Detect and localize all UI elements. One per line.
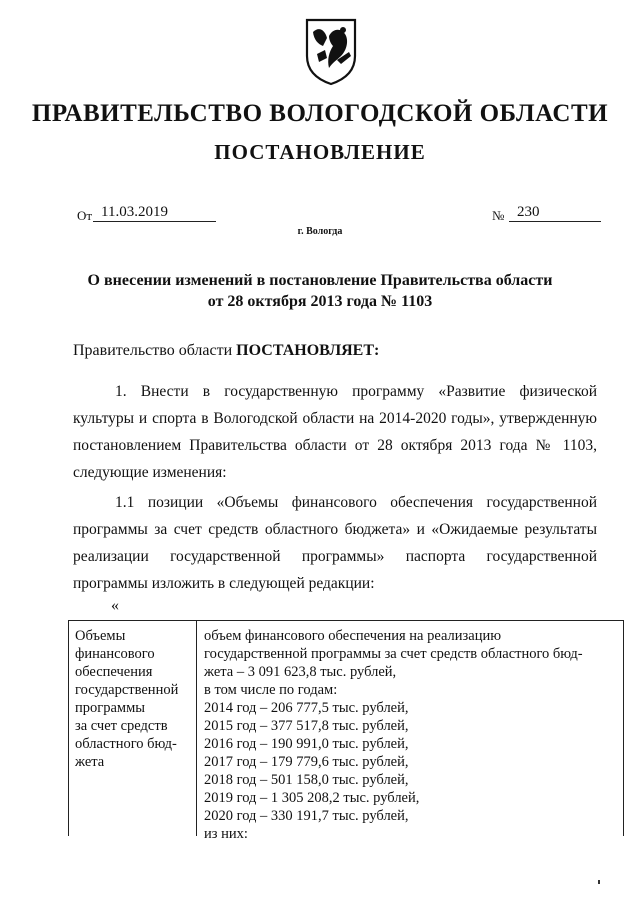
- date-value: 11.03.2019: [93, 204, 216, 222]
- opening-quote-mark: «: [111, 597, 119, 614]
- table-label-line: за счет средств: [75, 718, 168, 734]
- table-label-line: областного бюд-: [75, 736, 177, 752]
- preamble-decree: ПОСТАНОВЛЯЕТ:: [236, 342, 380, 359]
- table-value-line: государственной программы за счет средств областного бюд-: [204, 646, 583, 662]
- city-label: г. Вологда: [297, 226, 343, 237]
- date-label: От: [77, 208, 93, 223]
- table-value-line: 2019 год – 1 305 208,2 тыс. рублей,: [204, 790, 420, 806]
- coat-of-arms-emblem: [303, 16, 359, 86]
- table-label-line: программы: [75, 700, 145, 716]
- paragraph-1-text: 1. Внести в государственную программу «Развитие физической культуры и спорта в Вологодской области на 2014-2020 годы», утвержденную постановлением Правительства области от 28 октября 2013 года № 1103, следующие изменения:: [73, 383, 597, 481]
- preamble-text: Правительство области: [73, 342, 237, 359]
- paragraph-1: [73, 378, 597, 486]
- preamble: [73, 342, 379, 360]
- government-title: ПРАВИТЕЛЬСТВО ВОЛОГОДСКОЙ ОБЛАСТИ: [31, 100, 609, 127]
- table-value-line: 2015 год – 377 517,8 тыс. рублей,: [204, 718, 409, 734]
- table-value-line: 2018 год – 501 158,0 тыс. рублей,: [204, 772, 409, 788]
- table-value-line: в том числе по годам:: [204, 682, 338, 698]
- subject-line-1: О внесении изменений в постановление Правительства области: [87, 272, 553, 289]
- table-value-line: 2020 год – 330 191,7 тыс. рублей,: [204, 808, 409, 824]
- table-value-text: [197, 621, 623, 843]
- table-value-line: 2016 год – 190 991,0 тыс. рублей,: [204, 736, 409, 752]
- table-label-line: жета: [75, 754, 105, 770]
- document-type: ПОСТАНОВЛЕНИЕ: [214, 140, 426, 164]
- number-value: 230: [509, 204, 601, 222]
- table-cell-label: [69, 621, 197, 836]
- table-label-line: Объемы: [75, 628, 126, 644]
- passport-table: [68, 620, 624, 842]
- paragraph-1-1: [73, 489, 597, 597]
- table-value-line: жета – 3 091 623,8 тыс. рублей,: [204, 664, 397, 680]
- table-cell-value: [197, 621, 623, 842]
- document-subject: [60, 270, 580, 312]
- subject-line-2: от 28 октября 2013 года № 1103: [207, 293, 433, 310]
- page-mark: [598, 880, 600, 884]
- table-label-line: финансового: [75, 646, 155, 662]
- table-label-line: обеспечения: [75, 664, 153, 680]
- table-value-line: 2017 год – 179 779,6 тыс. рублей,: [204, 754, 409, 770]
- paragraph-1-1-text: 1.1 позиции «Объемы финансового обеспечения государственной программы за счет средств областного бюджета» и «Ожидаемые результаты реализации государственной программы» паспорта государственной программы изложить в следующей редакции:: [73, 494, 597, 592]
- number-label: №: [492, 208, 505, 223]
- table-label-line: государственной: [75, 682, 179, 698]
- table-value-line: из них:: [204, 826, 248, 842]
- table-value-line: объем финансового обеспечения на реализацию: [204, 628, 502, 644]
- table-value-line: 2014 год – 206 777,5 тыс. рублей,: [204, 700, 409, 716]
- table-label-text: [69, 621, 196, 771]
